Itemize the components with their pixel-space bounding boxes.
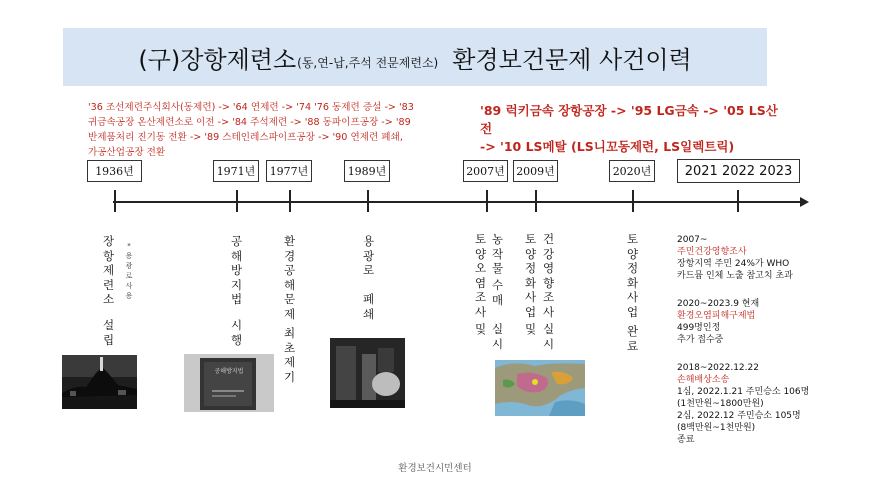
history-right-line: -> '10 LS메탈 (LS니꼬동제련, LS일렉트릭) (480, 139, 735, 154)
footer-credit: 환경보건시민센터 (398, 463, 472, 474)
pollution-law-photo (184, 354, 274, 412)
event-2020-label: 토양정화사업 (626, 232, 639, 319)
law-book-title: 공해방지법 (214, 368, 244, 375)
timeline-tick (486, 190, 488, 212)
event-1977-label-a: 환경공해문제 (283, 234, 296, 321)
timeline-tick (632, 190, 634, 212)
event-2009-label-a: 토양정화사업 (524, 232, 537, 319)
annotation-title: 환경오염피해구제법 (677, 311, 756, 321)
title-right: 환경보건문제 사건이력 (452, 45, 692, 74)
event-2009-label-a2: 및 (524, 322, 537, 336)
event-1977-label-b: 최초제기 (283, 326, 296, 384)
year-box-1936: 1936년 (87, 160, 142, 182)
ownership-history-left (88, 100, 438, 160)
annotation-line: 추가 접수중 (677, 335, 724, 345)
year-box-2007: 2007년 (463, 160, 508, 182)
annotation-title: 손해배상소송 (677, 375, 730, 385)
history-right-line: '89 럭키금속 장항공장 -> '95 LG금속 -> '05 LS산전 (480, 103, 778, 136)
annotation-line: 2심, 2022.12 주민승소 105명 (677, 411, 801, 421)
event-2009-label-b2: 실시 (542, 322, 555, 351)
event-2009-label-b: 건강영향조사 (542, 232, 555, 319)
timeline-tick (367, 190, 369, 212)
year-box-2021-2023: 2021 2022 2023 (677, 159, 800, 183)
history-left-line: 가공산업공장 전환 (88, 147, 166, 158)
ownership-history-right (480, 102, 780, 156)
annotation-line: 499명인정 (677, 323, 721, 333)
annotation-date: 2018~2022.12.22 (677, 363, 759, 373)
title-main: (구)장항제련소 (138, 45, 297, 74)
title-sub: (동,연-납,주석 전문제련소) (297, 55, 439, 70)
year-box-1971: 1971년 (213, 160, 259, 182)
event-1936-label-2: 설립 (102, 318, 115, 347)
timeline-tick (289, 190, 291, 212)
annotation-line: 카드뮴 인체 노출 참고치 초과 (677, 271, 793, 281)
history-left-line: '36 조선제련주식회사(동제련) -> '64 연제련 -> '74 '76 동제련 증설 -> '83 (88, 102, 414, 113)
timeline-tick (737, 190, 739, 212)
annotation-title: 주민건강영향조사 (677, 247, 747, 257)
event-2007-label-b2: 수매 (491, 278, 504, 307)
smelter-photo (62, 355, 137, 409)
event-2007-label-b3: 실시 (491, 322, 504, 351)
event-1989-label-2: 폐쇄 (362, 292, 375, 321)
annotation-date: 2020~2023.9 현재 (677, 299, 760, 309)
history-left-line: 반제품처리 진기동 전환 -> '89 스테인레스파이프공장 -> '90 연제련 폐쇄, (88, 132, 403, 143)
annotation-health-survey (677, 234, 793, 282)
furnace-closure-photo (330, 338, 405, 408)
event-1971-label-2: 시행 (230, 318, 243, 347)
annotation-line: 1심, 2022.1.21 주민승소 106명 (677, 387, 810, 397)
history-left-line: 귀금속공장 온산제련소로 이전 -> '84 주석제련 -> '88 동파이프공장 -> '89 (88, 117, 411, 128)
year-box-2009: 2009년 (513, 160, 558, 182)
annotation-relief-act (677, 298, 759, 346)
year-box-1989: 1989년 (344, 160, 390, 182)
event-1989-label: 용광로 (362, 234, 375, 277)
year-box-1977: 1977년 (266, 160, 312, 182)
annotation-line: 장항지역 주민 24%가 WHO (677, 259, 790, 269)
event-2007-label-a2: 및 (474, 322, 487, 336)
timeline-tick (236, 190, 238, 212)
timeline-tick (535, 190, 537, 212)
annotation-line: (8백만원~1천만원) (677, 423, 756, 433)
annotation-line: 종료 (677, 435, 695, 445)
timeline-axis (113, 201, 803, 203)
event-2020-label-2: 완료 (626, 324, 639, 353)
title-banner (63, 28, 767, 86)
event-2007-label-b: 농작물 (491, 232, 504, 275)
event-1936-note: *용광로 사용 (125, 242, 133, 300)
annotation-line: (1천만원~1800만원) (677, 399, 764, 409)
annotation-date: 2007~ (677, 235, 708, 245)
soil-map-photo (495, 360, 585, 416)
event-1936-label: 장항제련소 (102, 234, 115, 306)
annotation-lawsuit (677, 362, 809, 446)
year-box-2020: 2020년 (609, 160, 655, 182)
event-2007-label-a: 토양오염조사 (474, 232, 487, 319)
event-1971-label: 공해방지법 (230, 234, 243, 306)
timeline-arrow-icon (800, 197, 809, 207)
timeline-tick (114, 190, 116, 212)
